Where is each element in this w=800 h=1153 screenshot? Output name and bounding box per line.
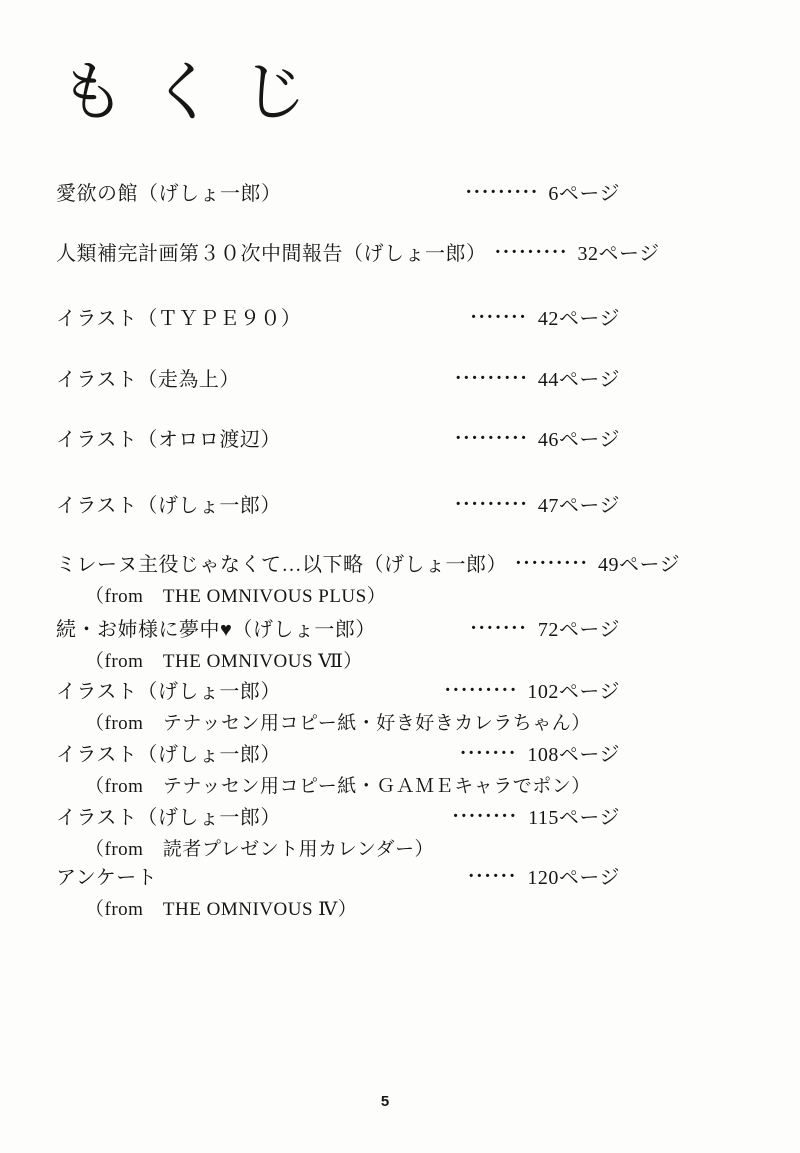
toc-entry (56, 428, 620, 452)
toc-entry-page (470, 307, 620, 331)
toc-entry-line (56, 680, 620, 704)
toc-entry-line (56, 494, 620, 518)
toc-entry-line (56, 806, 620, 830)
toc-entry (56, 743, 620, 798)
toc-entry-page (465, 182, 620, 206)
toc-entry-source: （from THE OMNIVOUS Ⅳ） (85, 899, 358, 920)
toc-entry (56, 866, 620, 921)
dot-leader: ········· (454, 427, 529, 449)
toc-entry-source: （from テナッセン用コピー紙・好き好きカレラちゃん） (85, 713, 591, 734)
dot-leader: ········· (454, 493, 529, 515)
toc-page-number: 102ページ (527, 681, 620, 703)
toc-page-number: 108ページ (527, 744, 620, 766)
toc-page-number: 46ページ (537, 429, 620, 451)
toc-entry (56, 368, 620, 392)
toc-entry (56, 182, 620, 206)
toc-entry-source: （from テナッセン用コピー紙・ＧＡＭＥキャラでポン） (85, 776, 591, 797)
toc-entry-line (56, 743, 620, 767)
dot-leader: ······ (467, 865, 524, 887)
toc-entry (56, 618, 620, 673)
toc-page-number: 44ページ (537, 369, 620, 391)
toc-entry-line (56, 552, 681, 577)
folio-page-number: 5 (380, 1093, 390, 1110)
toc-entry-source: （from 読者プレゼント用カレンダー） (85, 839, 434, 860)
dot-leader: ········ (452, 805, 525, 827)
toc-page-number: 42ページ (537, 308, 620, 330)
toc-entry-title: イラスト（走為上） (56, 369, 240, 391)
toc-entry (56, 680, 620, 735)
dot-leader: ······· (470, 617, 534, 639)
toc-entry-line (56, 866, 620, 890)
toc-entry-page (444, 680, 620, 704)
dot-leader: ········· (454, 367, 529, 389)
dot-leader: ········· (444, 679, 518, 701)
toc-entry-page (452, 806, 620, 830)
dot-leader: ········· (515, 552, 589, 574)
dot-leader: ······· (459, 742, 524, 764)
toc-entry-title: ミレーヌ主役じゃなくて…以下略（げしょ一郎） (56, 554, 507, 576)
toc-entry-title: アンケート (56, 867, 158, 889)
toc-entry (56, 241, 660, 266)
page-title: もくじ (60, 57, 334, 129)
toc-entry-title: イラスト（げしょ一郎） (56, 807, 281, 829)
toc-page-number: 6ページ (548, 183, 620, 205)
toc-entry-page (495, 242, 660, 266)
toc-entry-title: イラスト（げしょ一郎） (56, 681, 281, 703)
toc-page-number: 49ページ (598, 554, 681, 576)
toc-entry-line (56, 368, 620, 392)
toc-entry-page (470, 618, 620, 642)
dot-leader: ········· (465, 181, 539, 203)
toc-entry-title: イラスト（げしょ一郎） (56, 495, 281, 517)
toc-entry-page (455, 428, 620, 452)
toc-page-number: 47ページ (537, 495, 620, 517)
toc-entry-line (56, 241, 660, 266)
toc-entry-page (515, 553, 680, 577)
toc-page-number: 115ページ (528, 807, 620, 829)
toc-entry-page (455, 494, 620, 518)
toc-entry-line (56, 618, 620, 642)
toc-entry-page (455, 368, 620, 392)
toc-entry-title: 続・お姉様に夢中♥（げしょ一郎） (56, 619, 376, 641)
toc-entry (56, 307, 620, 331)
toc-entry-title: 人類補完計画第３０次中間報告（げしょ一郎） (56, 243, 487, 265)
toc-entry-page (468, 866, 620, 890)
toc-entry-page (460, 743, 620, 767)
toc-entry (56, 494, 620, 518)
toc-entry-line (56, 307, 620, 331)
dot-leader: ······· (470, 306, 534, 328)
toc-entry-title: 愛欲の館（げしょ一郎） (56, 183, 282, 205)
toc-entry (56, 806, 620, 861)
toc-entry-title: イラスト（ＴＹＰＥ９０） (56, 308, 302, 330)
toc-entry-title: イラスト（オロロ渡辺） (56, 429, 281, 451)
toc-page-number: 72ページ (537, 619, 620, 641)
toc-page-number: 120ページ (527, 867, 620, 889)
toc-entry-source: （from THE OMNIVOUS Ⅶ） (85, 651, 363, 672)
toc-page-number: 32ページ (577, 243, 660, 265)
toc-entry-title: イラスト（げしょ一郎） (56, 744, 281, 766)
toc-entry-line (56, 182, 620, 206)
toc-entry (56, 552, 681, 608)
dot-leader: ········· (494, 241, 569, 263)
toc-entry-line (56, 428, 620, 452)
toc-entry-source: （from THE OMNIVOUS PLUS） (85, 586, 387, 607)
